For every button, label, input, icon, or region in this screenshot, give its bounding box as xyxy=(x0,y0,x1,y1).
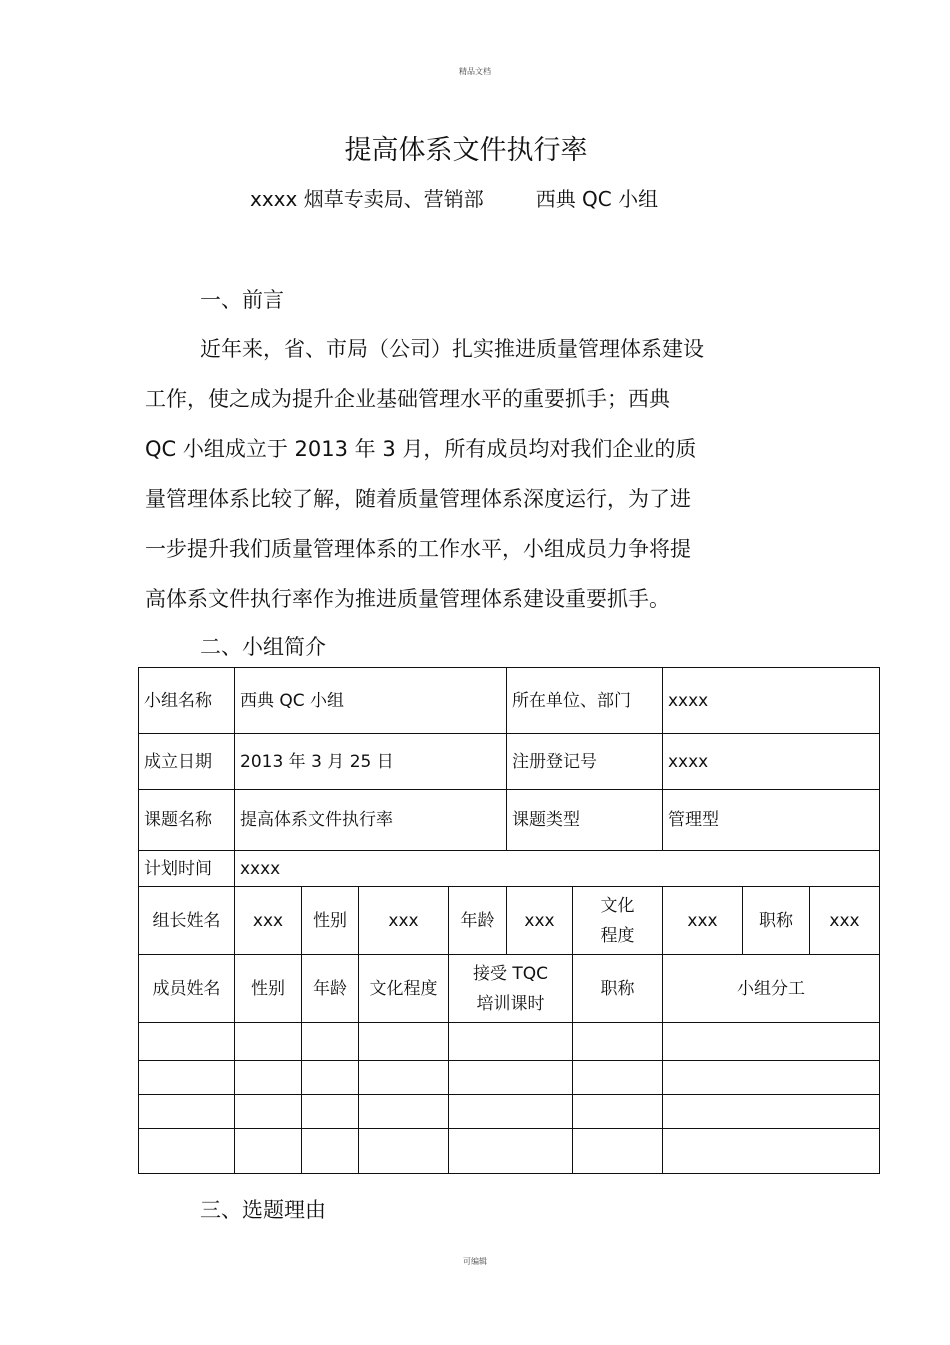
member-age-header: 年龄 xyxy=(302,955,359,1023)
member-role-header: 小组分工 xyxy=(663,955,880,1023)
table-row xyxy=(139,1129,880,1174)
plan-value: xxxx xyxy=(235,851,880,887)
document-subtitle xyxy=(250,183,658,212)
leader-gender-label: 性别 xyxy=(302,887,359,955)
founded-label: 成立日期 xyxy=(139,734,235,790)
reg-label: 注册登记号 xyxy=(507,734,663,790)
section-heading-group: 二、小组简介 xyxy=(200,635,326,659)
intro-line: 近年来，省、市局（公司）扎实推进质量管理体系建设 xyxy=(200,337,704,361)
table-row xyxy=(139,1023,880,1061)
header-watermark: 精品文档 xyxy=(459,67,491,76)
topic-type-value: 管理型 xyxy=(663,790,880,851)
plan-label: 计划时间 xyxy=(139,851,235,887)
unit-value: xxxx xyxy=(663,668,880,734)
leader-edu-label-line: 文化 xyxy=(600,895,635,916)
intro-line: 工作，使之成为提升企业基础管理水平的重要抓手；西典 xyxy=(145,387,670,411)
leader-gender-value: xxx xyxy=(359,887,449,955)
group-info-table xyxy=(138,667,880,1174)
topic-value: 提高体系文件执行率 xyxy=(235,790,507,851)
member-tqc-header xyxy=(449,955,573,1023)
leader-edu-label xyxy=(573,887,663,955)
table-row xyxy=(139,734,880,790)
intro-line: 高体系文件执行率作为推进质量管理体系建设重要抓手。 xyxy=(145,587,670,611)
member-edu-header: 文化程度 xyxy=(359,955,449,1023)
footer-watermark: 可编辑 xyxy=(463,1257,487,1266)
member-title-header: 职称 xyxy=(573,955,663,1023)
intro-line: 一步提升我们质量管理体系的工作水平，小组成员力争将提 xyxy=(145,537,691,561)
group-name-label: 小组名称 xyxy=(139,668,235,734)
leader-name-label: 组长姓名 xyxy=(139,887,235,955)
leader-edu-label-line: 程度 xyxy=(600,925,635,946)
unit-label: 所在单位、部门 xyxy=(507,668,663,734)
table-row xyxy=(139,887,880,955)
topic-type-label: 课题类型 xyxy=(507,790,663,851)
leader-age-value: xxx xyxy=(507,887,573,955)
intro-line: QC 小组成立于 2013 年 3 月，所有成员均对我们企业的质 xyxy=(145,437,697,461)
table-row xyxy=(139,668,880,734)
section-heading-reason: 三、选题理由 xyxy=(200,1198,326,1222)
member-tqc-header-line: 接受 TQC xyxy=(472,963,549,984)
topic-label: 课题名称 xyxy=(139,790,235,851)
reg-value: xxxx xyxy=(663,734,880,790)
leader-title-value: xxx xyxy=(810,887,880,955)
table-row xyxy=(139,1095,880,1129)
subtitle-group: 西典 QC 小组 xyxy=(535,187,659,211)
leader-edu-value: xxx xyxy=(663,887,743,955)
intro-line: 量管理体系比较了解，随着质量管理体系深度运行，为了进 xyxy=(145,487,691,511)
member-tqc-header-line: 培训课时 xyxy=(476,993,545,1014)
leader-name-value: xxx xyxy=(235,887,302,955)
member-name-header: 成员姓名 xyxy=(139,955,235,1023)
leader-age-label: 年龄 xyxy=(449,887,507,955)
section-heading-intro: 一、前言 xyxy=(200,288,284,312)
member-gender-header: 性别 xyxy=(235,955,302,1023)
leader-title-label: 职称 xyxy=(743,887,810,955)
founded-value: 2013 年 3 月 25 日 xyxy=(235,734,507,790)
table-row xyxy=(139,851,880,887)
table-row xyxy=(139,1061,880,1095)
group-name-value: 西典 QC 小组 xyxy=(235,668,507,734)
table-row xyxy=(139,790,880,851)
document-title: 提高体系文件执行率 xyxy=(344,135,588,166)
subtitle-org: xxxx 烟草专卖局、营销部 xyxy=(250,187,484,211)
table-row xyxy=(139,955,880,1023)
